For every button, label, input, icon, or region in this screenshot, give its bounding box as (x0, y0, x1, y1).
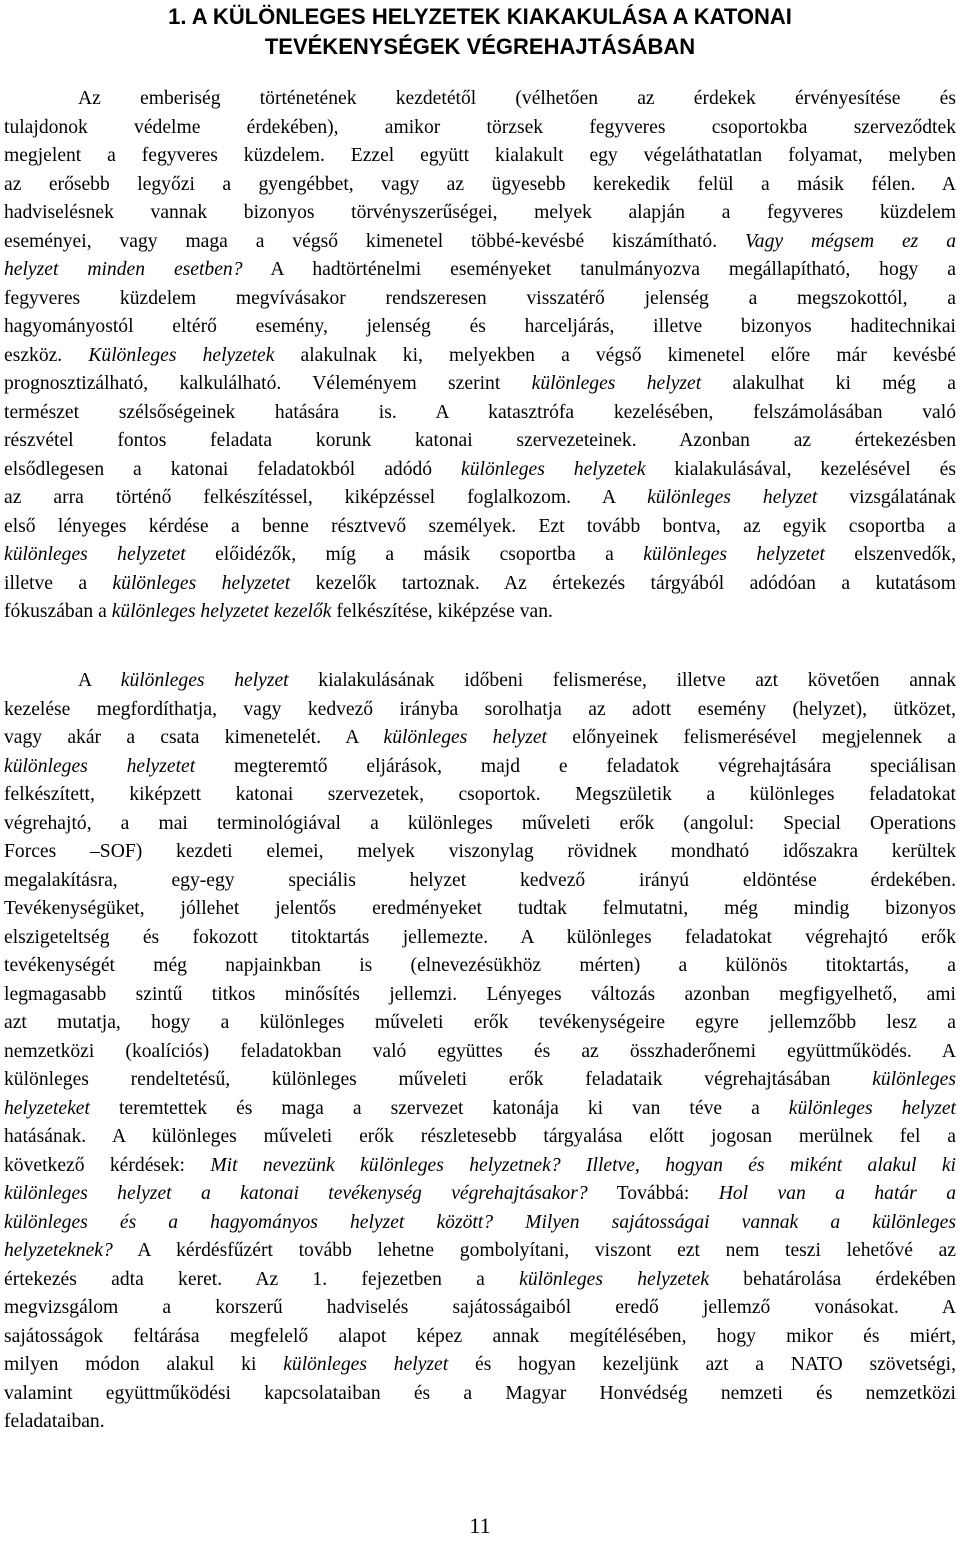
italic-text-run: különleges helyzetet kezelők (111, 601, 332, 622)
italic-text-run: különleges (872, 1069, 956, 1090)
italic-text-run: különleges helyzetet (4, 755, 196, 777)
text-run: A hadtörténelmi eseményeket tanulmányozva megállapítható, hogy a (242, 259, 956, 280)
text-line (4, 1294, 956, 1323)
italic-text-run: különleges helyzet (283, 1354, 449, 1375)
text-run: prognosztizálható, kalkulálható. Véleményem szerint (4, 373, 532, 394)
text-line (4, 1266, 956, 1295)
text-line (4, 981, 956, 1010)
text-line (4, 1408, 956, 1437)
text-line (4, 810, 956, 839)
text-line (4, 142, 956, 171)
text-run: természet szélsőségeinek hatására is. A katasztrófa kezelésében, felszámolásában való (4, 401, 956, 423)
italic-text-run: helyzeteknek? (4, 1240, 113, 1261)
text-line (4, 513, 956, 542)
text-run: különleges rendeltetésű, különleges műveleti erők feladataik végrehajtásában (4, 1069, 873, 1090)
italic-text-run: különleges helyzetet (112, 572, 291, 594)
text-line (4, 667, 956, 696)
text-line (4, 895, 956, 924)
text-line (4, 342, 956, 371)
text-run: megjelent a fegyveres küzdelem. Ezzel együtt kialakult egy végeláthatatlan folyamat, melyben (4, 145, 956, 166)
text-run: azt mutatja, hogy a különleges műveleti erők tevékenységeire egyre jellemzőbb lesz a (4, 1012, 956, 1033)
italic-text-run: különleges helyzet (531, 373, 702, 394)
text-line (4, 1095, 956, 1124)
italic-text-run: különleges helyzet (383, 727, 548, 748)
text-run: első lényeges kérdése a benne résztvevő személyek. Ezt tovább bontva, az egyik csoportba a (4, 515, 956, 537)
text-run: behatárolása érdekében (709, 1268, 956, 1290)
body-paragraph-2 (4, 667, 956, 1437)
text-line (4, 1380, 956, 1409)
text-run: legmagasabb szintű titkos minősítés jellemzi. Lényeges változás azonban megfigyelhető, ami (4, 983, 956, 1005)
text-run: kezelése megfordíthatja, vagy kedvező irányba sorolhatja az adott esemény (helyzet), ütközet, (4, 698, 956, 720)
italic-text-run: különleges helyzet (788, 1097, 957, 1119)
text-line (4, 952, 956, 981)
text-run: milyen módon alakul ki (4, 1354, 284, 1375)
italic-text-run: különleges helyzet a katonai tevékenység végrehajtásakor? (4, 1183, 588, 1204)
text-line (4, 171, 956, 200)
text-line (4, 1123, 956, 1152)
italic-text-run: különleges helyzetet (643, 544, 825, 565)
text-line (4, 456, 956, 485)
text-run: vizsgálatának (817, 487, 956, 508)
italic-text-run: Különleges helyzetek (88, 344, 275, 366)
chapter-heading-line-1: 1. A KÜLÖNLEGES HELYZETEK KIAKAKULÁSA A KATONAI (168, 4, 792, 29)
text-run: előnyeinek felismerésével megjelennek a (547, 727, 956, 748)
text-line (4, 753, 956, 782)
text-run: az arra történő felkészítéssel, kiképzéssel foglalkozom. A (4, 487, 648, 508)
text-run: hadviselésnek vannak bizonyos törvényszerűségei, melyek alapján a fegyveres küzdelem (4, 202, 956, 223)
text-line (4, 370, 956, 399)
text-line (4, 1180, 956, 1209)
text-line (4, 570, 956, 599)
text-run: az erősebb legyőzi a gyengébbet, vagy az ügyesebb kerekedik felül a másik félen. A (4, 173, 956, 195)
text-run: alakulnak ki, melyekben a végső kimenetel előre már kevésbé (274, 344, 957, 366)
text-run: Továbbá: (587, 1183, 719, 1204)
text-line (4, 1351, 956, 1380)
italic-text-run: különleges helyzetek (519, 1268, 710, 1290)
text-run: Az emberiség történetének kezdetétől (vélhetően az érdekek érvényesítése és (78, 88, 956, 109)
italic-text-run: különleges helyzetek (461, 458, 646, 480)
text-run: hagyományostól eltérő esemény, jelenség és harceljárás, illetve bizonyos haditechnikai (4, 316, 956, 337)
text-line (4, 1323, 956, 1352)
text-line (4, 867, 956, 896)
text-run: elszenvedők, (824, 544, 956, 565)
italic-text-run: Vagy mégsem ez a (745, 230, 956, 252)
text-line (4, 399, 956, 428)
text-run: sajátosságok feltárása megfelelő alapot képez annak megítélésében, hogy mikor és miért, (4, 1325, 956, 1347)
text-line (4, 285, 956, 314)
text-line (4, 228, 956, 257)
text-run: kezelők tartoznak. Az értekezés tárgyából adódóan a kutatásom (290, 572, 956, 594)
text-run: tevékenységét még napjainkban is (elnevezésükhöz mérten) a különös titoktartás, a (4, 955, 956, 976)
text-run: megalakításra, egy-egy speciális helyzet kedvező irányú eldöntése érdekében. (4, 869, 956, 891)
text-run: elsődlegesen a katonai feladatokból adódó (4, 458, 462, 480)
text-run: fókuszában a (4, 601, 112, 622)
italic-text-run: különleges helyzet (647, 487, 818, 508)
text-line (4, 781, 956, 810)
text-run: és hogyan kezeljünk azt a NATO szövetségi, (448, 1354, 956, 1375)
text-line (4, 1038, 956, 1067)
text-run: megteremtő eljárások, majd e feladatok végrehajtására speciálisan (195, 755, 956, 777)
text-run: végrehajtó, a mai terminológiával a különleges műveleti erők (angolul: Special Operations (4, 812, 956, 834)
chapter-heading (0, 2, 960, 62)
text-run: eszköz. (4, 344, 89, 366)
text-line (4, 1209, 956, 1238)
text-line (4, 838, 956, 867)
text-line (4, 1237, 956, 1266)
chapter-heading-line-2: TEVÉKENYSÉGEK VÉGREHAJTÁSÁBAN (264, 34, 696, 59)
italic-text-run: helyzet minden esetben? (4, 259, 243, 280)
text-run: A kérdésfűzért tovább lehetne gombolyítani, viszont ezt nem teszi lehetővé az (112, 1240, 956, 1261)
text-line (4, 541, 956, 570)
text-run: A (78, 670, 121, 691)
text-run: Tevékenységüket, jóllehet jelentős eredményeket tudtak felmutatni, még mindig bizonyos (4, 898, 956, 919)
text-run: valamint együttműködési kapcsolataiban és a Magyar Honvédség nemzeti és nemzetközi (4, 1382, 956, 1404)
text-run: vagy akár a csata kimenetelét. A (4, 727, 384, 748)
text-run: hatásának. A különleges műveleti erők részletesebb tárgyalása előtt jogosan merülnek fel a (4, 1126, 956, 1147)
text-line (4, 199, 956, 228)
text-line (4, 427, 956, 456)
text-run: értekezés adta keret. Az 1. fejezetben a (4, 1268, 520, 1290)
text-run: nemzetközi (koalíciós) feladatokban való együttes és az összhaderőnemi együttműködés. A (4, 1040, 956, 1062)
text-run: Forces –SOF) kezdeti elemei, melyek viszonylag rövidnek mondható időszakra kerültek (4, 841, 956, 862)
body-paragraph-1 (4, 85, 956, 627)
italic-text-run: különleges és a hagyományos helyzet között? Milyen sajátosságai vannak a különleges (4, 1211, 956, 1233)
text-run: teremtettek és maga a szervezet katonája ki van téve a (89, 1097, 789, 1119)
italic-text-run: Mit nevezünk különleges helyzetnek? Illetve, hogyan és miként alakul ki (210, 1154, 956, 1176)
text-run: illetve a (4, 572, 113, 594)
text-line (4, 313, 956, 342)
page-number: 11 (469, 1513, 491, 1538)
text-run: feladataiban. (4, 1411, 105, 1432)
text-line (4, 484, 956, 513)
italic-text-run: különleges helyzet (120, 670, 289, 691)
text-run: felkészített, kiképzett katonai szervezetek, csoportok. Megszületik a különleges feladatokat (4, 784, 956, 805)
text-line (4, 598, 956, 627)
text-run: felkészítése, kiképzése van. (331, 601, 553, 622)
text-line (4, 85, 956, 114)
text-line (4, 114, 956, 143)
text-run: alakulhat ki még a (701, 373, 956, 394)
text-run: következő kérdések: (4, 1154, 211, 1176)
text-run: eseményei, vagy maga a végső kimenetel többé-kevésbé kiszámítható. (4, 230, 746, 252)
text-line (4, 1009, 956, 1038)
text-line (4, 696, 956, 725)
text-line (4, 256, 956, 285)
italic-text-run: különleges helyzetet (4, 544, 186, 565)
text-run: tulajdonok védelme érdekében), amikor törzsek fegyveres csoportokba szerveződtek (4, 116, 956, 138)
text-run: részvétel fontos feladata korunk katonai szervezeteinek. Azonban az értekezésben (4, 430, 956, 451)
text-run: előidézők, míg a másik csoportba a (185, 544, 644, 565)
text-run: elszigeteltség és fokozott titoktartás jellemezte. A különleges feladatokat végrehajtó erők (4, 926, 956, 948)
text-line (4, 1066, 956, 1095)
italic-text-run: helyzeteket (4, 1097, 90, 1119)
text-run: fegyveres küzdelem megvívásakor rendszeresen visszatérő jelenség a megszokottól, a (4, 287, 956, 309)
text-line (4, 924, 956, 953)
text-line (4, 724, 956, 753)
text-run: megvizsgálom a korszerű hadviselés sajátosságaiból eredő jellemző vonásokat. A (4, 1297, 956, 1318)
italic-text-run: Hol van a határ a (718, 1183, 956, 1204)
text-line (4, 1152, 956, 1181)
text-run: kialakulásával, kezelésével és (645, 458, 956, 480)
text-run: kialakulásának időbeni felismerése, illetve azt követően annak (288, 670, 956, 691)
